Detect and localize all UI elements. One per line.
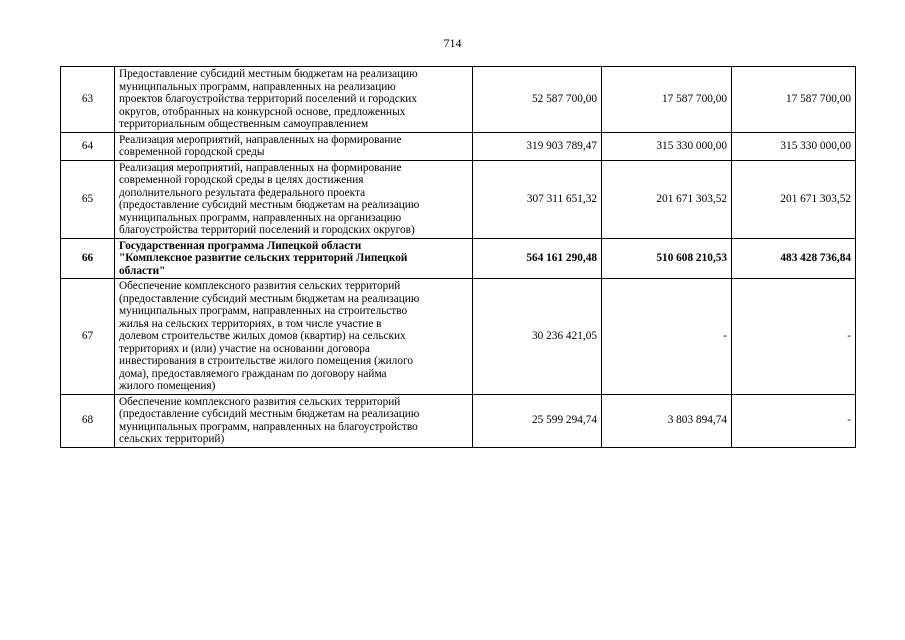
description-line: долевом строительстве жилых домов (квартир) на сельских [119, 330, 406, 342]
description-line: дома), предоставляемого гражданам по договору найма [119, 367, 387, 380]
description-line: (предоставление субсидий местным бюджетам на реализацию [119, 199, 420, 211]
row-number: 66 [61, 238, 115, 279]
description-line: (предоставление субсидий местным бюджетам на реализацию [119, 408, 420, 420]
amount-year-2: 17 587 700,00 [602, 67, 732, 133]
amount-year-1: 25 599 294,74 [473, 394, 602, 447]
row-number: 67 [61, 279, 115, 395]
amount-year-2: 315 330 000,00 [602, 132, 732, 160]
amount-year-2: 510 608 210,53 [602, 238, 732, 279]
amount-year-3: - [732, 279, 856, 395]
description-line: территориальным общественным самоуправлением [119, 118, 369, 130]
description-line: инвестирования в строительстве жилого помещения (жилого [119, 355, 413, 367]
row-description [115, 160, 473, 238]
amount-year-3: 17 587 700,00 [732, 67, 856, 133]
amount-year-3: 483 428 736,84 [732, 238, 856, 279]
amount-year-1: 30 236 421,05 [473, 279, 602, 395]
row-description [115, 238, 473, 279]
description-line: Реализация мероприятий, направленных на формирование [119, 133, 402, 146]
row-description [115, 132, 473, 160]
amount-year-3: 201 671 303,52 [732, 160, 856, 238]
description-line: жилого помещения) [119, 380, 216, 392]
amount-year-1: 307 311 651,32 [473, 160, 602, 238]
amount-year-2: - [602, 279, 732, 395]
description-line: Государственная программа Липецкой области [119, 239, 362, 252]
description-line: Реализация мероприятий, направленных на формирование [119, 161, 402, 174]
description-line: территориях и (или) участие на основании договора [119, 342, 370, 355]
description-line: жилья на сельских территориях, в том числе участие в [119, 317, 382, 330]
amount-year-1: 52 587 700,00 [473, 67, 602, 133]
row-description [115, 279, 473, 395]
description-line: проектов благоустройства территорий поселений и городских [119, 93, 418, 105]
table-row [61, 238, 856, 279]
amount-year-1: 564 161 290,48 [473, 238, 602, 279]
row-number: 64 [61, 132, 115, 160]
amount-year-2: 3 803 894,74 [602, 394, 732, 447]
table-row [61, 394, 856, 447]
description-line: дополнительного результата федерального проекта [119, 186, 366, 199]
description-line: сельских территорий) [119, 433, 225, 445]
table-row [61, 132, 856, 160]
table-row [61, 67, 856, 133]
description-line: современной городской среды в целях достижения [119, 174, 364, 186]
description-line: (предоставление субсидий местным бюджетам на реализацию [119, 292, 420, 305]
amount-year-2: 201 671 303,52 [602, 160, 732, 238]
description-line: современной городской среды [119, 146, 265, 158]
description-line: округов, отобранных на конкурсной основе, предложенных [119, 105, 406, 118]
description-line: Обеспечение комплексного развития сельских территорий [119, 280, 401, 292]
description-line: Обеспечение комплексного развития сельских территорий [119, 395, 401, 408]
row-number: 65 [61, 160, 115, 238]
budget-table [60, 66, 856, 448]
table-row [61, 279, 856, 395]
description-line: муниципальных программ, направленных на реализацию [119, 80, 396, 93]
description-line: Предоставление субсидий местным бюджетам на реализацию [119, 68, 418, 80]
row-number: 63 [61, 67, 115, 133]
description-line: "Комплексное развитие сельских территорий Липецкой [119, 252, 408, 264]
description-line: муниципальных программ, направленных на строительство [119, 305, 408, 317]
table-row [61, 160, 856, 238]
amount-year-1: 319 903 789,47 [473, 132, 602, 160]
row-description [115, 67, 473, 133]
amount-year-3: 315 330 000,00 [732, 132, 856, 160]
table-body [61, 67, 856, 448]
description-line: муниципальных программ, направленных на организацию [119, 211, 402, 224]
amount-year-3: - [732, 394, 856, 447]
description-line: области" [119, 264, 166, 277]
page-number: 714 [443, 36, 462, 50]
description-line: благоустройства территорий поселений и городских округов) [119, 224, 415, 236]
row-description [115, 394, 473, 447]
row-number: 68 [61, 394, 115, 447]
description-line: муниципальных программ, направленных на благоустройство [119, 420, 418, 433]
